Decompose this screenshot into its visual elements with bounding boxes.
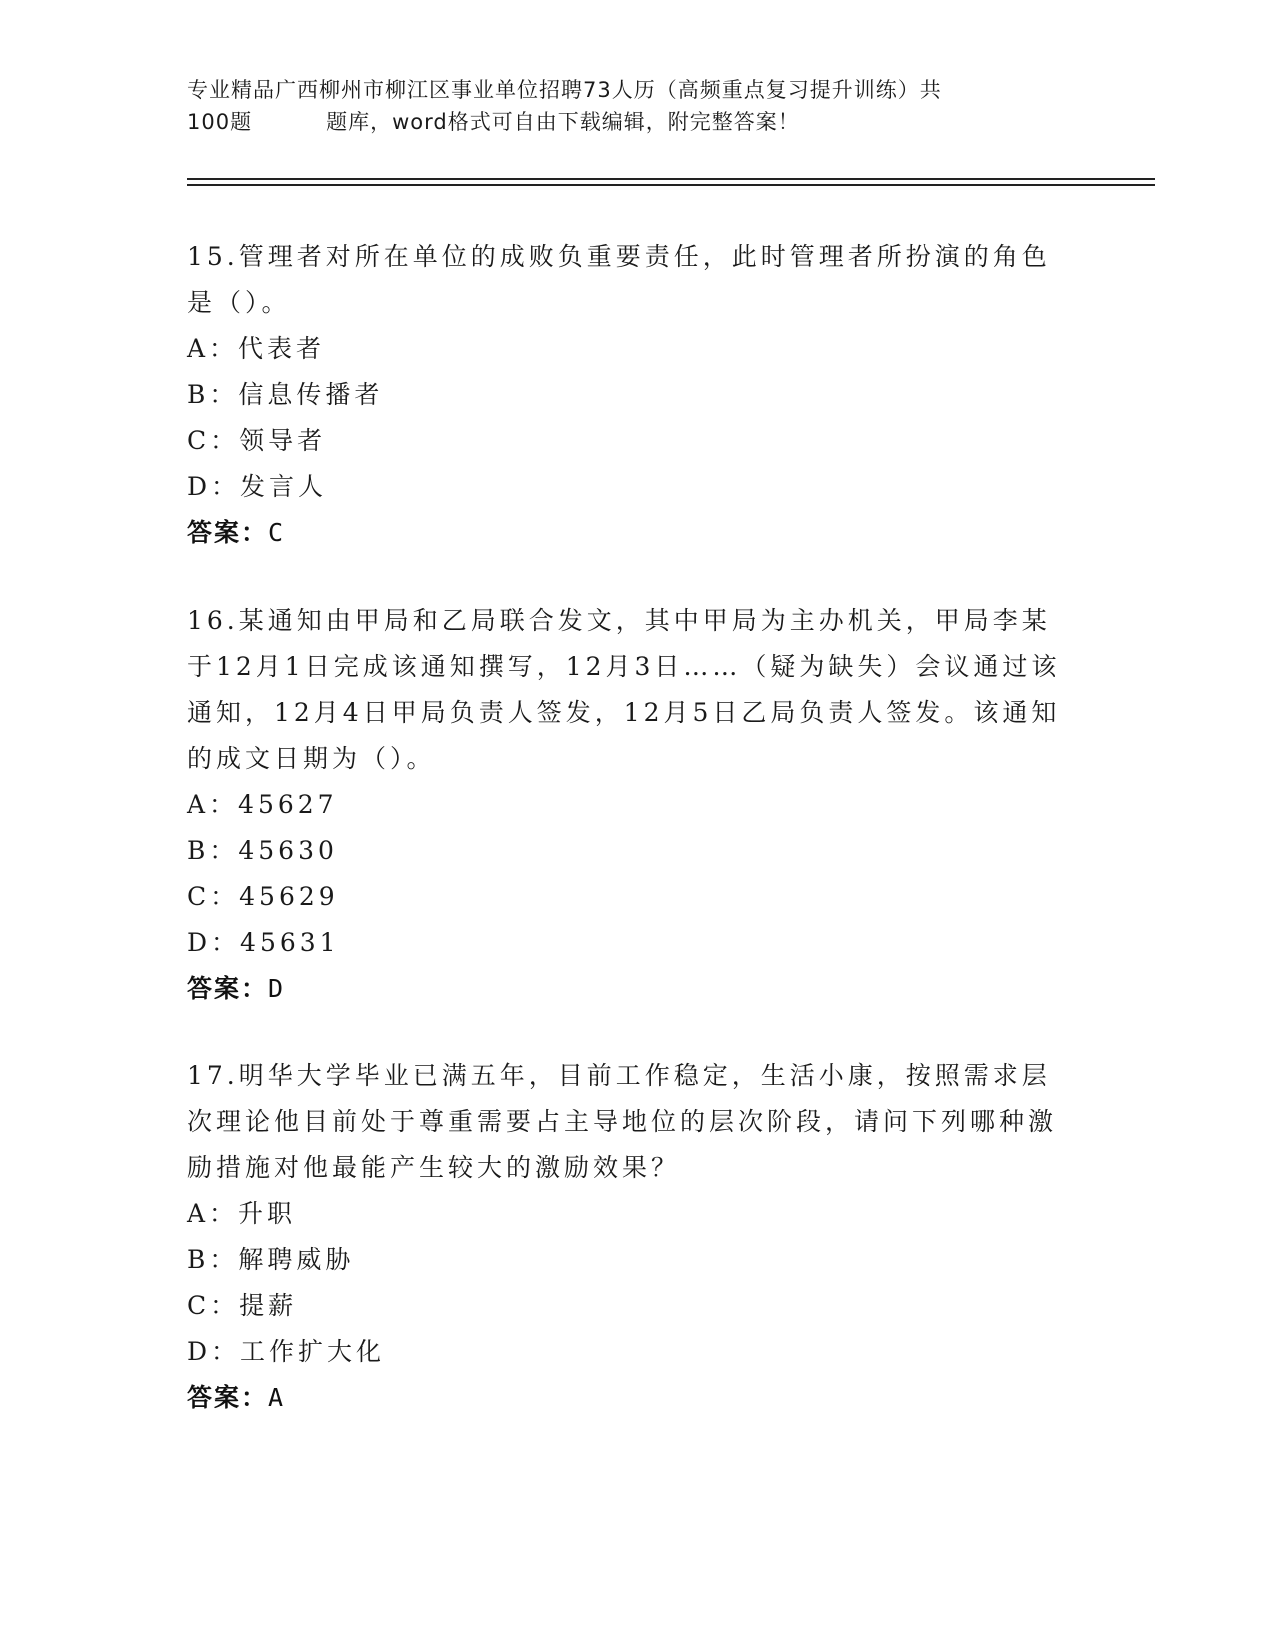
option-a: A：升职	[187, 1199, 297, 1228]
option-c: C：45629	[187, 882, 339, 911]
header-divider-bottom	[187, 184, 1155, 186]
answer-value: C	[268, 518, 286, 547]
option-d: D：45631	[187, 928, 340, 957]
question-stem: 15.管理者对所在单位的成败负重要责任，此时管理者所扮演的角色是（）。	[187, 242, 1051, 317]
answer-value: D	[268, 974, 286, 1003]
option-c: C：提薪	[187, 1291, 298, 1320]
header-question-count: 100题	[187, 110, 253, 134]
question-stem: 17.明华大学毕业已满五年，目前工作稳定，生活小康，按照需求层次理论他目前处于尊重需要占主导地位的层次阶段，请问下列哪种激励措施对他最能产生较大的激励效果？	[187, 1061, 1058, 1182]
option-a: A：代表者	[187, 334, 326, 363]
question-15	[187, 234, 1077, 556]
answer-label: 答案：	[187, 974, 269, 1003]
question-17	[187, 1053, 1077, 1421]
answer	[187, 966, 1077, 1012]
option-b: B：解聘威胁	[187, 1245, 355, 1274]
answer	[187, 510, 1077, 556]
option-a: A：45627	[187, 790, 338, 819]
header-divider-top	[187, 178, 1155, 180]
answer-value: A	[268, 1383, 286, 1412]
option-b: B：45630	[187, 836, 338, 865]
header-title-line1: 专业精品广西柳州市柳江区事业单位招聘73人历（高频重点复习提升训练）共	[187, 78, 942, 102]
answer-label: 答案：	[187, 1383, 269, 1412]
option-d: D：工作扩大化	[187, 1337, 386, 1366]
answer	[187, 1375, 1077, 1421]
option-d: D：发言人	[187, 472, 328, 501]
document-header	[187, 74, 1087, 138]
header-title-line2	[187, 106, 1087, 138]
option-b: B：信息传播者	[187, 380, 384, 409]
answer-label: 答案：	[187, 518, 269, 547]
option-c: C：领导者	[187, 426, 327, 455]
question-16	[187, 598, 1077, 1012]
question-stem: 16.某通知由甲局和乙局联合发文，其中甲局为主办机关，甲局李某于12月1日完成该通知撰写，12月3日……（疑为缺失）会议通过该通知，12月4日甲局负责人签发，12月5日乙局负责人签发。该通知的成文日期为（）。	[187, 606, 1061, 773]
header-description: 题库，word格式可自由下载编辑，附完整答案！	[326, 110, 800, 134]
